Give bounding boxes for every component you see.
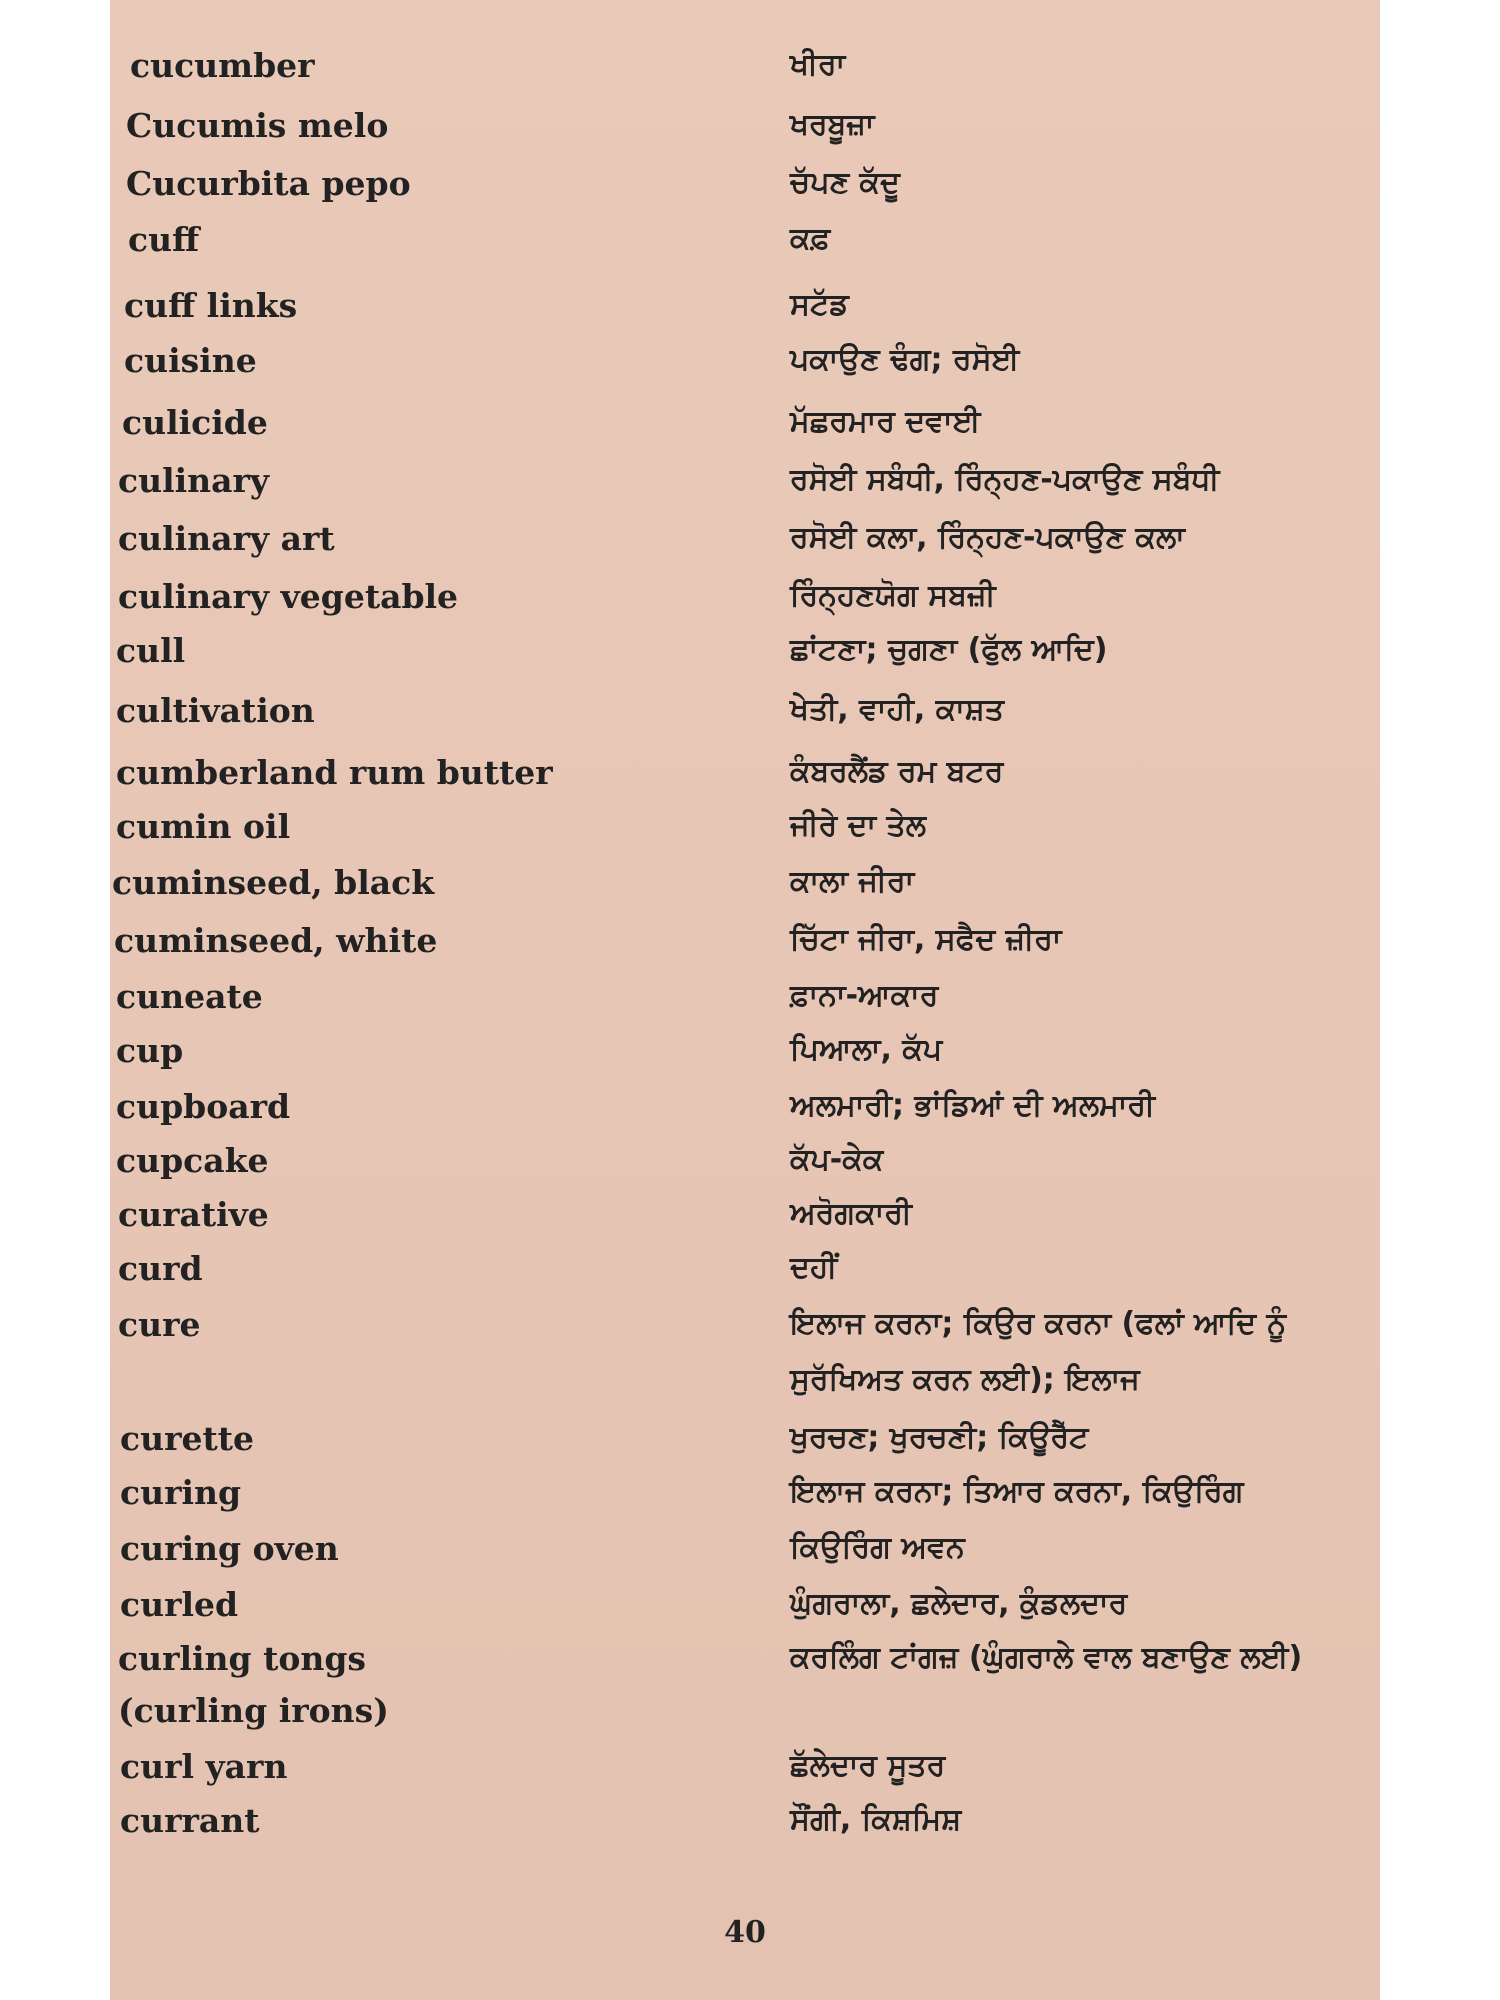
entry-term: culinary art bbox=[118, 519, 335, 558]
entry-term: culicide bbox=[122, 403, 268, 442]
entry-translation: ਕਰਲਿੰਗ ਟਾਂਗਜ਼ (ਘੁੰਗਰਾਲੇ ਵਾਲ ਬਣਾਉਣ ਲਈ) bbox=[790, 1640, 1303, 1675]
entry-term: currant bbox=[120, 1801, 260, 1840]
entry-term: Cucurbita pepo bbox=[126, 164, 411, 203]
entry-term: cultivation bbox=[116, 691, 315, 730]
page-number: 40 bbox=[724, 1915, 766, 1950]
entry-translation: ਰਸੋਈ ਕਲਾ, ਰਿੰਨ੍ਹਣ-ਪਕਾਉਣ ਕਲਾ bbox=[790, 520, 1185, 555]
entry-term: curling tongs bbox=[118, 1639, 366, 1678]
entry-translation: ਕਫ਼ bbox=[790, 221, 831, 256]
entry-translation: ਇਲਾਜ ਕਰਨਾ; ਕਿਉਰ ਕਰਨਾ (ਫਲਾਂ ਆਦਿ ਨੂੰ ਸੁਰੱਖਿਅਤ ਕਰਨ ਲਈ); ਇਲਾਜ bbox=[790, 1306, 1287, 1397]
entry-term: curing oven bbox=[120, 1529, 339, 1568]
entry-term: cull bbox=[116, 631, 186, 670]
entry-term: cuisine bbox=[124, 341, 257, 380]
entry-translation: ਚਿੱਟਾ ਜੀਰਾ, ਸਫੈਦ ਜ਼ੀਰਾ bbox=[790, 922, 1062, 957]
entry-term: cuminseed, black bbox=[112, 863, 435, 902]
entry-translation: ਅਲਮਾਰੀ; ਭਾਂਡਿਆਂ ਦੀ ਅਲਮਾਰੀ bbox=[790, 1088, 1156, 1123]
entry-term: cupboard bbox=[116, 1087, 291, 1126]
entry-term: curative bbox=[118, 1195, 269, 1234]
entry-translation: ਕਿਉਰਿੰਗ ਅਵਨ bbox=[790, 1530, 965, 1565]
entry-term: cumberland rum butter bbox=[116, 753, 553, 792]
entry-translation: ਫ਼ਾਨਾ-ਆਕਾਰ bbox=[790, 978, 939, 1013]
entry-term: cupcake bbox=[116, 1141, 269, 1180]
dictionary-page bbox=[110, 0, 1380, 2000]
entry-translation: ਕਾਲਾ ਜੀਰਾ bbox=[790, 864, 915, 899]
entry-translation: ਖੇਤੀ, ਵਾਹੀ, ਕਾਸ਼ਤ bbox=[790, 692, 1004, 727]
entry-translation: ਕੱਪ-ਕੇਕ bbox=[790, 1142, 884, 1177]
entry-translation: ਕੰਬਰਲੈਂਡ ਰਮ ਬਟਰ bbox=[790, 754, 1004, 789]
entry-translation: ਖੁਰਚਣ; ਖੁਰਚਣੀ; ਕਿਊਰੈੱਟ bbox=[790, 1420, 1089, 1455]
entry-translation: ਜੀਰੇ ਦਾ ਤੇਲ bbox=[790, 808, 927, 843]
entry-term: curd bbox=[118, 1249, 203, 1288]
entry-term: cup bbox=[116, 1031, 184, 1070]
entry-translation: ਦਹੀਂ bbox=[790, 1250, 838, 1285]
entry-translation: ਪਿਆਲਾ, ਕੱਪ bbox=[790, 1032, 943, 1067]
entry-term: cucumber bbox=[130, 46, 315, 85]
entry-term: (curling irons) bbox=[118, 1691, 389, 1730]
entry-translation: ਸੌਂਗੀ, ਕਿਸ਼ਮਿਸ਼ bbox=[790, 1802, 962, 1837]
entry-translation: ਰਿੰਨ੍ਹਣਯੋਗ ਸਬਜ਼ੀ bbox=[790, 578, 996, 613]
entry-translation: ਚੱਪਣ ਕੱਦੂ bbox=[790, 165, 900, 200]
entry-translation: ਅਰੋਗਕਾਰੀ bbox=[790, 1196, 912, 1231]
entry-term: curing bbox=[120, 1473, 242, 1512]
entry-translation: ਇਲਾਜ ਕਰਨਾ; ਤਿਆਰ ਕਰਨਾ, ਕਿਉਰਿੰਗ bbox=[790, 1474, 1244, 1509]
entry-term: cuneate bbox=[116, 977, 263, 1016]
entry-translation: ਛੱਲੇਦਾਰ ਸੂਤਰ bbox=[790, 1748, 946, 1783]
entry-term: cumin oil bbox=[116, 807, 291, 846]
entry-translation: ਸਟੱਡ bbox=[790, 287, 849, 322]
entry-term: cuminseed, white bbox=[114, 921, 438, 960]
entry-term: culinary bbox=[118, 461, 270, 500]
entry-translation: ਘੁੰਗਰਾਲਾ, ਛਲੇਦਾਰ, ਕੁੰਡਲਦਾਰ bbox=[790, 1586, 1128, 1621]
entry-translation: ਖੀਰਾ bbox=[790, 47, 846, 82]
entry-term: Cucumis melo bbox=[126, 106, 389, 145]
entry-term: cure bbox=[118, 1305, 201, 1344]
entry-term: curled bbox=[120, 1585, 239, 1624]
entry-translation: ਮੱਛਰਮਾਰ ਦਵਾਈ bbox=[790, 404, 981, 439]
entry-term: curette bbox=[120, 1419, 254, 1458]
entry-term: curl yarn bbox=[120, 1747, 288, 1786]
entry-term: culinary vegetable bbox=[118, 577, 459, 616]
entry-translation: ਛਾਂਟਣਾ; ਚੁਗਣਾ (ਫੁੱਲ ਆਦਿ) bbox=[790, 632, 1108, 667]
entry-translation: ਖਰਬੂਜ਼ਾ bbox=[790, 107, 875, 142]
entry-translation: ਪਕਾਉਣ ਢੰਗ; ਰਸੋਈ bbox=[790, 342, 1020, 377]
entry-term: cuff links bbox=[124, 286, 298, 325]
entry-term: cuff bbox=[128, 220, 200, 259]
entry-translation: ਰਸੋਈ ਸਬੰਧੀ, ਰਿੰਨ੍ਹਣ-ਪਕਾਉਣ ਸਬੰਧੀ bbox=[790, 462, 1220, 497]
